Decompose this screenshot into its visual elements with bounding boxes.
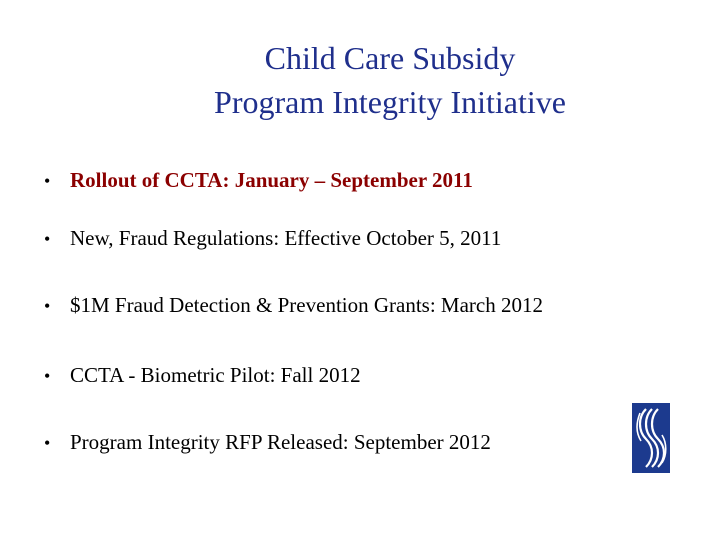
bullet-icon: • [44,296,51,316]
title-line-2: Program Integrity Initiative [214,84,566,120]
bullet-text: Rollout of CCTA: January – September 2011 [70,168,473,192]
slide-title [60,36,720,124]
bullet-item-rfp-released [44,428,491,457]
title-line-1: Child Care Subsidy [264,40,516,76]
bullet-icon: • [44,171,51,191]
bullet-item-fraud-regulations [44,224,501,253]
bullet-text: New, Fraud Regulations: Effective October 5, 2011 [70,226,502,250]
bullet-icon: • [44,366,51,386]
bullet-item-fraud-grants [44,291,543,320]
department-seal-icon [632,403,670,473]
bullet-text: $1M Fraud Detection & Prevention Grants: March 2012 [70,293,543,317]
bullet-icon: • [44,433,51,453]
bullet-icon: • [44,229,51,249]
bullet-item-ccta-rollout [44,166,473,195]
bullet-text: Program Integrity RFP Released: September 2012 [70,430,491,454]
bullet-text: CCTA - Biometric Pilot: Fall 2012 [70,363,361,387]
bullet-item-biometric-pilot [44,361,361,390]
